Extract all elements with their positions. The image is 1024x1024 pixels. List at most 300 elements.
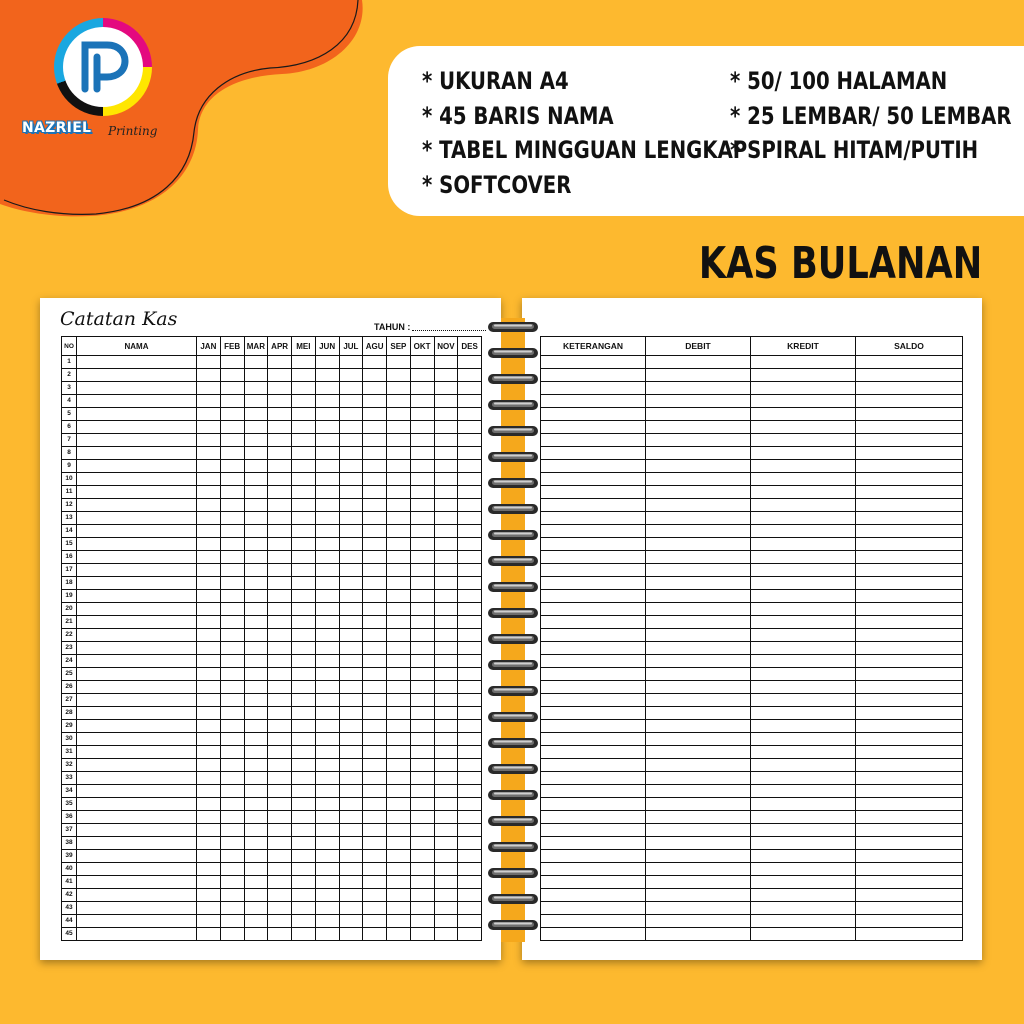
table-cell <box>387 486 411 499</box>
table-cell <box>220 356 244 369</box>
table-cell <box>410 447 434 460</box>
table-cell <box>434 564 458 577</box>
table-cell <box>646 928 751 941</box>
table-cell <box>458 642 482 655</box>
table-cell <box>315 577 339 590</box>
row-number: 42 <box>62 889 77 902</box>
brand-script: Printing <box>108 124 158 138</box>
table-cell <box>458 850 482 863</box>
table-cell <box>268 850 292 863</box>
table-cell <box>244 720 268 733</box>
table-cell <box>363 577 387 590</box>
table-cell <box>77 486 197 499</box>
table-cell <box>646 759 751 772</box>
table-cell <box>387 525 411 538</box>
table-cell <box>751 694 856 707</box>
table-cell <box>434 382 458 395</box>
row-number: 14 <box>62 525 77 538</box>
table-cell <box>751 915 856 928</box>
table-cell <box>220 447 244 460</box>
table-cell <box>197 564 221 577</box>
column-header-agu: AGU <box>363 337 387 356</box>
spiral-ring <box>486 866 540 880</box>
table-cell <box>339 512 363 525</box>
table-cell <box>458 785 482 798</box>
table-cell <box>541 473 646 486</box>
table-cell <box>646 772 751 785</box>
table-cell <box>434 642 458 655</box>
table-cell <box>646 525 751 538</box>
table-cell <box>410 811 434 824</box>
table-cell <box>646 837 751 850</box>
spiral-ring <box>486 684 540 698</box>
table-cell <box>458 876 482 889</box>
table-cell <box>244 811 268 824</box>
table-cell <box>751 772 856 785</box>
table-cell <box>363 850 387 863</box>
table-cell <box>220 408 244 421</box>
table-cell <box>339 915 363 928</box>
column-header-kredit: KREDIT <box>751 337 856 356</box>
table-cell <box>434 590 458 603</box>
table-cell <box>856 668 963 681</box>
table-cell <box>315 863 339 876</box>
table-cell <box>541 434 646 447</box>
table-cell <box>220 538 244 551</box>
table-cell <box>363 473 387 486</box>
table-cell <box>363 759 387 772</box>
table-cell <box>541 928 646 941</box>
table-cell <box>646 421 751 434</box>
table-cell <box>751 408 856 421</box>
table-cell <box>77 408 197 421</box>
table-cell <box>197 538 221 551</box>
table-row <box>62 408 482 421</box>
table-cell <box>458 720 482 733</box>
table-row <box>62 915 482 928</box>
table-cell <box>292 720 316 733</box>
table-cell <box>339 629 363 642</box>
table-cell <box>339 382 363 395</box>
table-cell <box>541 590 646 603</box>
table-cell <box>339 395 363 408</box>
table-cell <box>434 447 458 460</box>
table-cell <box>220 629 244 642</box>
table-cell <box>244 434 268 447</box>
table-row <box>62 512 482 525</box>
table-cell <box>434 681 458 694</box>
table-cell <box>292 876 316 889</box>
table-cell <box>434 408 458 421</box>
table-cell <box>751 707 856 720</box>
spiral-ring <box>486 892 540 906</box>
table-cell <box>197 473 221 486</box>
ledger-table <box>540 336 963 941</box>
table-cell <box>77 434 197 447</box>
table-cell <box>410 356 434 369</box>
table-cell <box>315 707 339 720</box>
table-cell <box>410 720 434 733</box>
table-cell <box>363 772 387 785</box>
tahun-label: TAHUN : <box>374 322 411 332</box>
table-cell <box>363 928 387 941</box>
table-cell <box>541 499 646 512</box>
table-cell <box>434 746 458 759</box>
table-cell <box>220 577 244 590</box>
table-cell <box>751 837 856 850</box>
table-cell <box>458 590 482 603</box>
table-cell <box>220 460 244 473</box>
table-cell <box>458 616 482 629</box>
table-cell <box>268 811 292 824</box>
table-cell <box>315 408 339 421</box>
table-row <box>62 902 482 915</box>
table-cell <box>77 720 197 733</box>
table-cell <box>434 720 458 733</box>
table-row <box>541 590 963 603</box>
row-number: 23 <box>62 642 77 655</box>
table-cell <box>292 785 316 798</box>
column-header-feb: FEB <box>220 337 244 356</box>
table-cell <box>434 421 458 434</box>
table-cell <box>856 434 963 447</box>
table-row <box>62 577 482 590</box>
table-cell <box>77 460 197 473</box>
table-row <box>541 746 963 759</box>
table-cell <box>410 876 434 889</box>
table-cell <box>220 473 244 486</box>
table-cell <box>363 681 387 694</box>
table-row <box>62 473 482 486</box>
table-cell <box>646 603 751 616</box>
table-cell <box>292 707 316 720</box>
table-cell <box>315 369 339 382</box>
table-cell <box>410 707 434 720</box>
table-cell <box>646 447 751 460</box>
column-header-des: DES <box>458 337 482 356</box>
table-cell <box>387 837 411 850</box>
table-cell <box>646 551 751 564</box>
table-cell <box>244 577 268 590</box>
table-cell <box>751 629 856 642</box>
table-cell <box>410 486 434 499</box>
table-cell <box>410 408 434 421</box>
table-cell <box>77 369 197 382</box>
table-cell <box>363 421 387 434</box>
table-row <box>62 447 482 460</box>
table-row <box>541 733 963 746</box>
table-cell <box>434 525 458 538</box>
table-cell <box>856 837 963 850</box>
table-cell <box>856 447 963 460</box>
table-cell <box>315 668 339 681</box>
table-cell <box>220 486 244 499</box>
table-cell <box>387 720 411 733</box>
table-cell <box>244 473 268 486</box>
column-header-saldo: SALDO <box>856 337 963 356</box>
table-cell <box>751 785 856 798</box>
table-cell <box>856 681 963 694</box>
table-cell <box>434 629 458 642</box>
table-cell <box>268 577 292 590</box>
table-cell <box>434 395 458 408</box>
table-cell <box>315 551 339 564</box>
table-cell <box>856 811 963 824</box>
table-row <box>541 460 963 473</box>
table-cell <box>339 486 363 499</box>
table-cell <box>363 382 387 395</box>
feature-item: * SPIRAL HITAM/PUTIH <box>730 136 979 164</box>
table-cell <box>220 564 244 577</box>
table-cell <box>220 837 244 850</box>
table-cell <box>541 837 646 850</box>
table-cell <box>410 655 434 668</box>
table-cell <box>856 629 963 642</box>
table-cell <box>315 837 339 850</box>
table-cell <box>751 564 856 577</box>
row-number: 37 <box>62 824 77 837</box>
table-row <box>62 668 482 681</box>
spiral-ring <box>486 762 540 776</box>
table-row <box>541 538 963 551</box>
spiral-ring <box>486 840 540 854</box>
table-cell <box>751 369 856 382</box>
table-cell <box>220 772 244 785</box>
table-cell <box>434 863 458 876</box>
table-cell <box>751 720 856 733</box>
table-cell <box>434 434 458 447</box>
table-cell <box>387 603 411 616</box>
table-row <box>541 902 963 915</box>
row-number: 4 <box>62 395 77 408</box>
table-cell <box>363 499 387 512</box>
table-cell <box>541 746 646 759</box>
table-cell <box>268 603 292 616</box>
table-cell <box>646 538 751 551</box>
table-cell <box>220 499 244 512</box>
table-cell <box>434 668 458 681</box>
table-cell <box>363 785 387 798</box>
table-cell <box>646 655 751 668</box>
table-cell <box>339 863 363 876</box>
table-cell <box>339 837 363 850</box>
table-cell <box>856 538 963 551</box>
table-cell <box>197 785 221 798</box>
table-cell <box>646 590 751 603</box>
table-cell <box>292 642 316 655</box>
table-cell <box>387 798 411 811</box>
column-header-sep: SEP <box>387 337 411 356</box>
table-cell <box>387 512 411 525</box>
row-number: 41 <box>62 876 77 889</box>
table-cell <box>77 915 197 928</box>
table-cell <box>541 889 646 902</box>
table-cell <box>315 889 339 902</box>
table-row <box>541 382 963 395</box>
table-cell <box>410 460 434 473</box>
table-cell <box>339 369 363 382</box>
table-cell <box>434 499 458 512</box>
table-cell <box>434 551 458 564</box>
table-cell <box>646 720 751 733</box>
table-cell <box>197 577 221 590</box>
table-cell <box>292 863 316 876</box>
table-cell <box>751 863 856 876</box>
table-cell <box>220 824 244 837</box>
table-cell <box>292 486 316 499</box>
table-cell <box>197 460 221 473</box>
table-cell <box>244 460 268 473</box>
table-cell <box>77 837 197 850</box>
table-cell <box>363 512 387 525</box>
table-cell <box>77 824 197 837</box>
table-cell <box>292 538 316 551</box>
table-cell <box>315 421 339 434</box>
table-cell <box>220 434 244 447</box>
table-cell <box>244 824 268 837</box>
row-number: 19 <box>62 590 77 603</box>
table-cell <box>434 616 458 629</box>
table-cell <box>387 421 411 434</box>
table-cell <box>244 746 268 759</box>
table-cell <box>410 733 434 746</box>
table-cell <box>751 811 856 824</box>
feature-item: * UKURAN A4 <box>422 67 569 95</box>
row-number: 28 <box>62 707 77 720</box>
table-cell <box>434 824 458 837</box>
table-row <box>541 681 963 694</box>
table-cell <box>458 512 482 525</box>
table-row <box>62 564 482 577</box>
table-cell <box>268 525 292 538</box>
table-cell <box>77 564 197 577</box>
table-cell <box>244 694 268 707</box>
table-row <box>62 785 482 798</box>
table-row <box>62 590 482 603</box>
table-cell <box>458 668 482 681</box>
table-cell <box>77 889 197 902</box>
table-cell <box>197 590 221 603</box>
table-cell <box>315 616 339 629</box>
table-row <box>62 629 482 642</box>
spiral-ring <box>486 632 540 646</box>
table-cell <box>292 434 316 447</box>
table-cell <box>244 408 268 421</box>
table-cell <box>856 577 963 590</box>
table-cell <box>387 863 411 876</box>
row-number: 32 <box>62 759 77 772</box>
logo-p-icon <box>63 27 143 107</box>
table-cell <box>339 811 363 824</box>
table-cell <box>244 551 268 564</box>
table-cell <box>77 928 197 941</box>
table-row <box>62 863 482 876</box>
table-cell <box>856 889 963 902</box>
table-cell <box>646 512 751 525</box>
table-cell <box>434 538 458 551</box>
table-cell <box>339 408 363 421</box>
table-cell <box>410 928 434 941</box>
table-cell <box>387 681 411 694</box>
table-row <box>62 356 482 369</box>
table-cell <box>856 590 963 603</box>
table-cell <box>646 629 751 642</box>
table-cell <box>410 590 434 603</box>
table-cell <box>458 707 482 720</box>
table-cell <box>458 382 482 395</box>
table-cell <box>292 850 316 863</box>
table-cell <box>197 707 221 720</box>
table-cell <box>751 434 856 447</box>
table-cell <box>856 876 963 889</box>
table-cell <box>363 564 387 577</box>
table-cell <box>856 785 963 798</box>
table-cell <box>751 603 856 616</box>
table-cell <box>339 499 363 512</box>
table-cell <box>268 915 292 928</box>
table-row <box>541 434 963 447</box>
table-cell <box>387 395 411 408</box>
table-cell <box>244 447 268 460</box>
table-cell <box>434 707 458 720</box>
table-cell <box>458 434 482 447</box>
table-cell <box>458 733 482 746</box>
table-cell <box>77 694 197 707</box>
table-cell <box>646 694 751 707</box>
row-number: 25 <box>62 668 77 681</box>
table-cell <box>339 603 363 616</box>
table-cell <box>268 538 292 551</box>
table-cell <box>856 824 963 837</box>
table-cell <box>458 447 482 460</box>
table-cell <box>541 356 646 369</box>
table-cell <box>244 382 268 395</box>
row-number: 3 <box>62 382 77 395</box>
row-number: 20 <box>62 603 77 616</box>
table-cell <box>244 759 268 772</box>
table-cell <box>292 512 316 525</box>
table-row <box>541 850 963 863</box>
table-cell <box>220 551 244 564</box>
table-cell <box>646 850 751 863</box>
table-cell <box>197 850 221 863</box>
table-cell <box>363 356 387 369</box>
table-cell <box>434 473 458 486</box>
table-cell <box>751 655 856 668</box>
feature-item: * 50/ 100 HALAMAN <box>730 67 948 95</box>
table-cell <box>220 668 244 681</box>
table-cell <box>387 759 411 772</box>
table-cell <box>363 694 387 707</box>
table-cell <box>244 356 268 369</box>
table-cell <box>197 434 221 447</box>
column-header-mar: MAR <box>244 337 268 356</box>
table-cell <box>197 798 221 811</box>
table-cell <box>220 811 244 824</box>
table-cell <box>220 720 244 733</box>
table-cell <box>856 850 963 863</box>
table-cell <box>387 551 411 564</box>
table-cell <box>541 408 646 421</box>
table-cell <box>339 616 363 629</box>
table-cell <box>268 369 292 382</box>
spiral-ring <box>486 658 540 672</box>
table-cell <box>410 525 434 538</box>
spiral-ring <box>486 450 540 464</box>
table-cell <box>458 564 482 577</box>
table-cell <box>220 603 244 616</box>
table-cell <box>339 733 363 746</box>
